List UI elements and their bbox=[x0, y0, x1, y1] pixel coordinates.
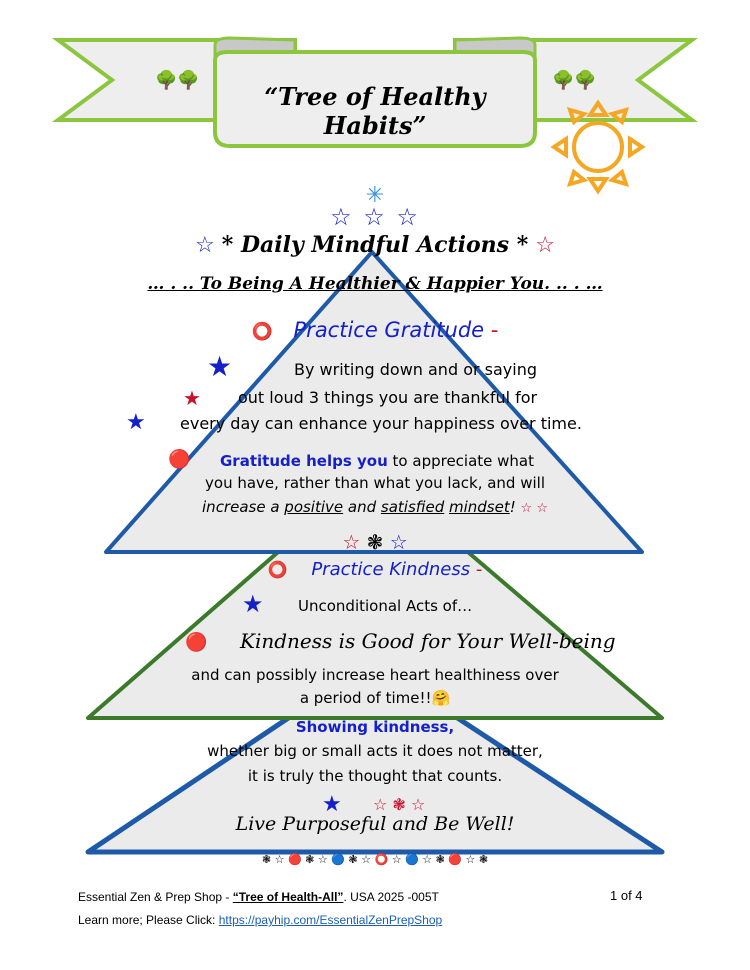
gratitude-bold-lead: Gratitude helps you bbox=[220, 452, 388, 470]
divider-row bbox=[0, 530, 750, 554]
kindness-dash: - bbox=[470, 559, 483, 580]
footer-shop-name: Essential Zen & Prep Shop - bbox=[78, 890, 233, 904]
gratitude-line-6 bbox=[0, 498, 750, 516]
footer-learn-more: Learn more; Please Click: bbox=[78, 913, 219, 927]
gratitude-line-6-prefix: increase a bbox=[202, 498, 285, 516]
gratitude-star-1-icon: ★ bbox=[207, 350, 233, 383]
gratitude-star-2-icon: ★ bbox=[183, 386, 201, 410]
kindness-script-line: Kindness is Good for Your Well-being bbox=[240, 629, 616, 653]
footer-code: . USA 2025 -005T bbox=[343, 890, 439, 904]
kindness-line-1: Unconditional Acts of… bbox=[298, 597, 473, 615]
closing-stars-icon: ☆ ❃ ☆ bbox=[373, 795, 426, 814]
gratitude-small-stars-icon: ☆ ☆ bbox=[520, 501, 548, 516]
kindness-line-5: it is truly the thought that counts. bbox=[247, 767, 503, 785]
footer-line-1 bbox=[78, 890, 439, 904]
kindness-line-3 bbox=[0, 689, 750, 707]
heading-title: * Daily Mindful Actions * bbox=[221, 232, 529, 258]
gratitude-line-6-suffix: ! bbox=[509, 498, 516, 516]
ornament-row-icon: ❃ ☆ 🔴 ❃ ☆ 🔵 ❃ ☆ ⭕ ☆ 🔵 ☆ ❃ 🔴 ☆ ❃ bbox=[261, 853, 489, 866]
divider-star-blue-icon: ☆ bbox=[389, 530, 408, 554]
kindness-line-2: and can possibly increase heart healthiness over bbox=[191, 666, 559, 684]
footer-line-2 bbox=[78, 913, 442, 927]
gratitude-star-3-icon: ★ bbox=[126, 410, 146, 435]
closing-star-icon: ★ bbox=[322, 792, 342, 817]
kindness-bold-line: Showing kindness, bbox=[295, 718, 455, 736]
kindness-line-4: whether big or small acts it does not matter, bbox=[207, 742, 543, 760]
kindness-ring-icon: ⭕ bbox=[267, 560, 288, 579]
footer-product-title: “Tree of Health-All” bbox=[232, 890, 344, 904]
banner-left-trees-icon: 🌳🌳 bbox=[155, 70, 200, 91]
gratitude-line-1: By writing down and or saying bbox=[294, 360, 537, 379]
kindness-red-dot-icon: 🔴 bbox=[185, 632, 208, 653]
gratitude-ring-icon: ⭕ bbox=[251, 322, 273, 342]
heading-star-left-icon: ☆ bbox=[195, 233, 215, 258]
gratitude-title: Practice Gratitude bbox=[293, 318, 485, 342]
gratitude-line-2: out loud 3 things you are thankful for bbox=[238, 388, 538, 407]
page-number: 1 of 4 bbox=[610, 888, 643, 903]
gratitude-line-5: you have, rather than what you lack, and will bbox=[205, 474, 545, 492]
closing-text: Live Purposeful and Be Well! bbox=[235, 813, 515, 835]
divider-star-red-icon: ☆ bbox=[342, 530, 361, 554]
word-positive: positive bbox=[284, 498, 344, 516]
shop-link[interactable]: https://payhip.com/EssentialZenPrepShop bbox=[218, 913, 443, 927]
gratitude-line-3: every day can enhance your happiness over time. bbox=[180, 414, 582, 433]
heading-star-right-icon: ☆ bbox=[535, 233, 555, 258]
word-satisfied: satisfied bbox=[380, 498, 445, 516]
gratitude-dash: - bbox=[484, 318, 499, 342]
kindness-line-3-text: a period of time!! bbox=[299, 689, 432, 707]
hugging-face-icon: 🤗 bbox=[431, 689, 451, 707]
top-stars-icon: ☆ ☆ ☆ bbox=[330, 203, 420, 231]
divider-flower-icon: ❃ bbox=[366, 530, 384, 554]
gratitude-line-4 bbox=[220, 452, 534, 470]
kindness-star-icon: ★ bbox=[242, 590, 264, 618]
banner-right-trees-icon: 🌳🌳 bbox=[552, 70, 597, 91]
kindness-title: Practice Kindness bbox=[311, 559, 471, 580]
gratitude-title-row bbox=[0, 318, 750, 342]
gratitude-red-dot-icon: 🔴 bbox=[168, 449, 191, 470]
snowflake-icon: ✳ bbox=[365, 183, 385, 208]
heading-subtitle: … . .. To Being A Healthier & Happier You. .. . … bbox=[147, 274, 603, 294]
kindness-title-row bbox=[0, 559, 750, 580]
gratitude-line-6-and: and bbox=[343, 498, 381, 516]
gratitude-line-4-rest: to appreciate what bbox=[387, 452, 535, 470]
banner-title: “Tree of Healthy Habits” bbox=[264, 82, 486, 140]
word-mindset: mindset bbox=[449, 498, 510, 516]
heading-row bbox=[0, 232, 750, 258]
